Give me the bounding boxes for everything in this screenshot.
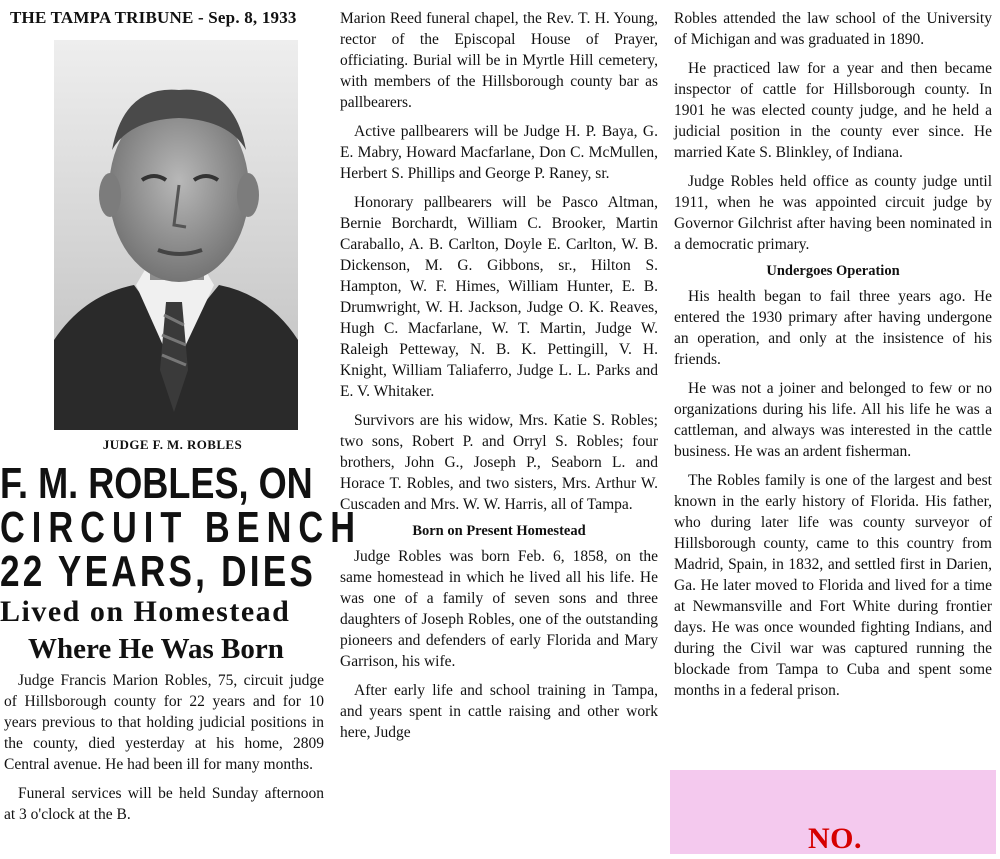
article-paragraph: Robles attended the law school of the University of Michigan and was graduated in 1890. bbox=[674, 10, 992, 48]
article-paragraph: After early life and school training in Tampa, and years spent in cattle raising and other work here, Judge bbox=[340, 682, 658, 741]
article-paragraph: Judge Robles was born Feb. 6, 1858, on the same homestead in which he lived all his life. He was one of a family of seven sons and three daughters of Joseph Robles, one of the outstanding pioneers and defenders of early Florida and Mary Garrison, his wife. bbox=[340, 548, 658, 670]
column-1 bbox=[6, 8, 331, 28]
column-2 bbox=[340, 8, 658, 751]
article-paragraph: Marion Reed funeral chapel, the Rev. T. H. Young, rector of the Episcopal House of Prayer, officiating. Burial will be in Myrtle Hill cemetery, with members of the Hillsborough county bar as pallbearers. bbox=[340, 10, 658, 111]
section-subhead: Undergoes Operation bbox=[766, 263, 900, 279]
article-paragraph: Survivors are his widow, Mrs. Katie S. Robles; two sons, Robert P. and Orryl S. Robles; four brothers, John G., Joseph P., Seaborn L. and Horace T. Robles, and two sisters, Mrs. Arthur W. Cuscaden and Mrs. W. W. Harris, all of Tampa. bbox=[340, 412, 658, 513]
headline-line-3: 22 YEARS, DIES bbox=[0, 547, 317, 596]
handwritten-annotation: NO. bbox=[808, 822, 862, 855]
article-paragraph: Judge Francis Marion Robles, 75, circuit judge of Hillsborough county for 22 years and for 10 years previous to that holding judicial positions in the county, died yesterday at his home, 2809 Central avenue. He had been ill for many months. bbox=[4, 672, 324, 773]
article-paragraph: He was not a joiner and belonged to few or no organizations during his life. All his life he was a cattleman, and always was interested in the cattle business. He was an ardent fisherman. bbox=[674, 380, 992, 460]
headline-line-2: CIRCUIT BENCH bbox=[0, 503, 363, 552]
article-paragraph: His health began to fail three years ago. He entered the 1930 primary after having undergone an operation, and only at the insistence of his friends. bbox=[674, 288, 992, 368]
article-paragraph: Funeral services will be held Sunday afternoon at 3 o'clock at the B. bbox=[4, 785, 324, 823]
column-1-text bbox=[4, 670, 324, 833]
portrait-photo bbox=[54, 40, 298, 430]
photo-caption: JUDGE F. M. ROBLES bbox=[102, 437, 243, 452]
section-subhead: Born on Present Homestead bbox=[412, 523, 586, 539]
portrait-photo-image bbox=[54, 40, 298, 430]
column-3 bbox=[674, 8, 992, 709]
article-paragraph: He practiced law for a year and then became inspector of cattle for Hillsborough county. In 1901 he was elected county judge, and he held a judicial position in the county ever since. He married Kate S. Blinkley, of Indiana. bbox=[674, 60, 992, 161]
article-paragraph: The Robles family is one of the largest and best known in the early history of Florida. His father, who during later life was county surveyor of Hillsborough county, came to this country from Madrid, Spain, in 1832, and settled first in Darien, Ga. He later moved to Florida and lived for a time at Newmansville and Fort White during frontier days. He was once wounded fighting Indians, and during the Civil war was captured running the blockade from Tampa to Cuba and spent some months in a federal prison. bbox=[674, 472, 992, 699]
article-paragraph: Judge Robles held office as county judge until 1911, when he was appointed circuit judge by Governor Gilchrist after having been nominated in a democratic primary. bbox=[674, 173, 992, 253]
article-paragraph: Honorary pallbearers will be Pasco Altman, Bernie Borchardt, William C. Brooker, Martin Caraballo, A. B. Carlton, Doyle E. Carlton, W. B. Dickenson, M. G. Gibbons, sr., Hilton S. Hampton, W. F. Himes, William Hunter, E. B. Drumwright, W. H. Jackson, Judge O. K. Reaves, Hugh C. Macfarlane, W. T. Martin, Judge W. Raleigh Petteway, N. B. K. Pettingill, V. H. Knight, William Taliaferro, Judge L. L. Parks and E. V. Whitaker. bbox=[340, 194, 658, 400]
headline bbox=[0, 459, 363, 596]
article-paragraph: Active pallbearers will be Judge H. P. Baya, G. E. Mabry, Howard Macfarlane, Don C. McMullen, Herbert S. Phillips and George P. Raney, sr. bbox=[340, 123, 658, 182]
subheadline bbox=[0, 594, 330, 668]
headline-line-1: F. M. ROBLES, ON bbox=[0, 459, 313, 508]
newspaper-source-line: THE TAMPA TRIBUNE - Sep. 8, 1933 bbox=[10, 8, 297, 27]
subheadline-line-2: Where He Was Born bbox=[28, 633, 284, 665]
subheadline-line-1: Lived on Homestead bbox=[0, 595, 291, 628]
